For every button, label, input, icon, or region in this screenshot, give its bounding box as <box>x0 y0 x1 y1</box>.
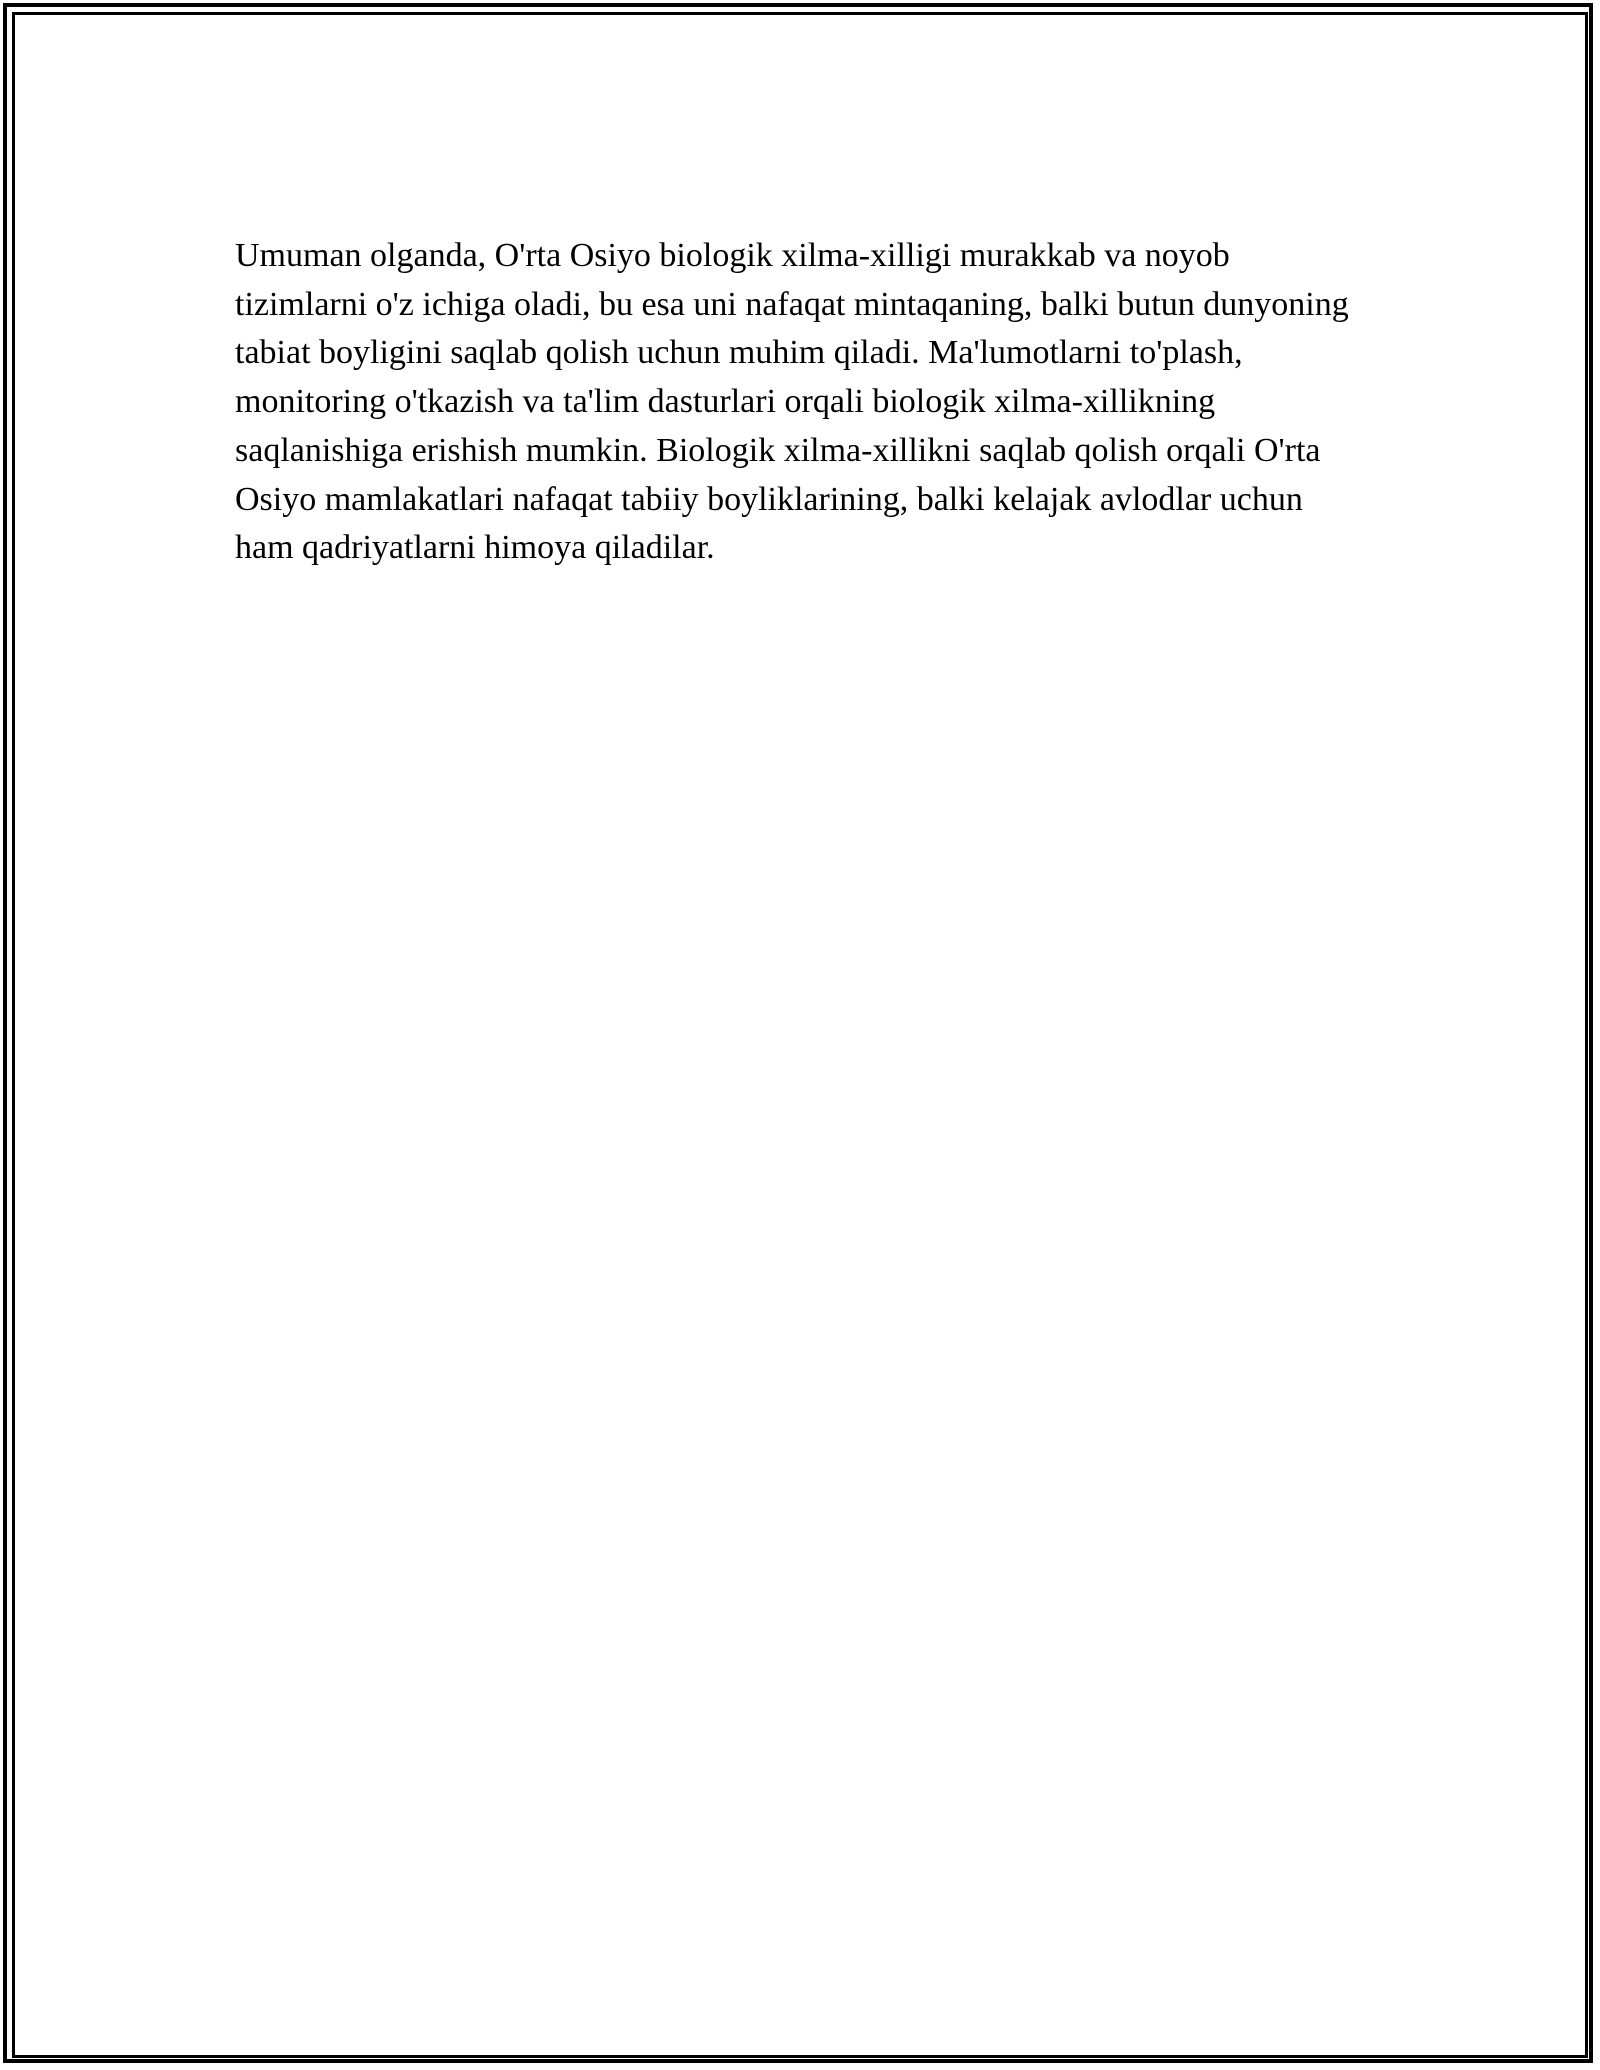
body-paragraph: Umuman olganda, O'rta Osiyo biologik xilma-xilligi murakkab va noyob tizimlarni o'z ichiga oladi, bu esa uni nafaqat mintaqaning, balki butun dunyoning tabiat boyligini saqlab qolish uchun muhim qiladi. Ma'lumotlarni to'plash, monitoring o'tkazish va ta'lim dasturlari orqali biologik xilma-xillikning saqlanishiga erishish mumkin. Biologik xilma-xillikni saqlab qolish orqali O'rta Osiyo mamlakatlari nafaqat tabiiy boyliklarining, balki kelajak avlodlar uchun ham qadriyatlarni himoya qiladilar. <box>235 237 1349 567</box>
